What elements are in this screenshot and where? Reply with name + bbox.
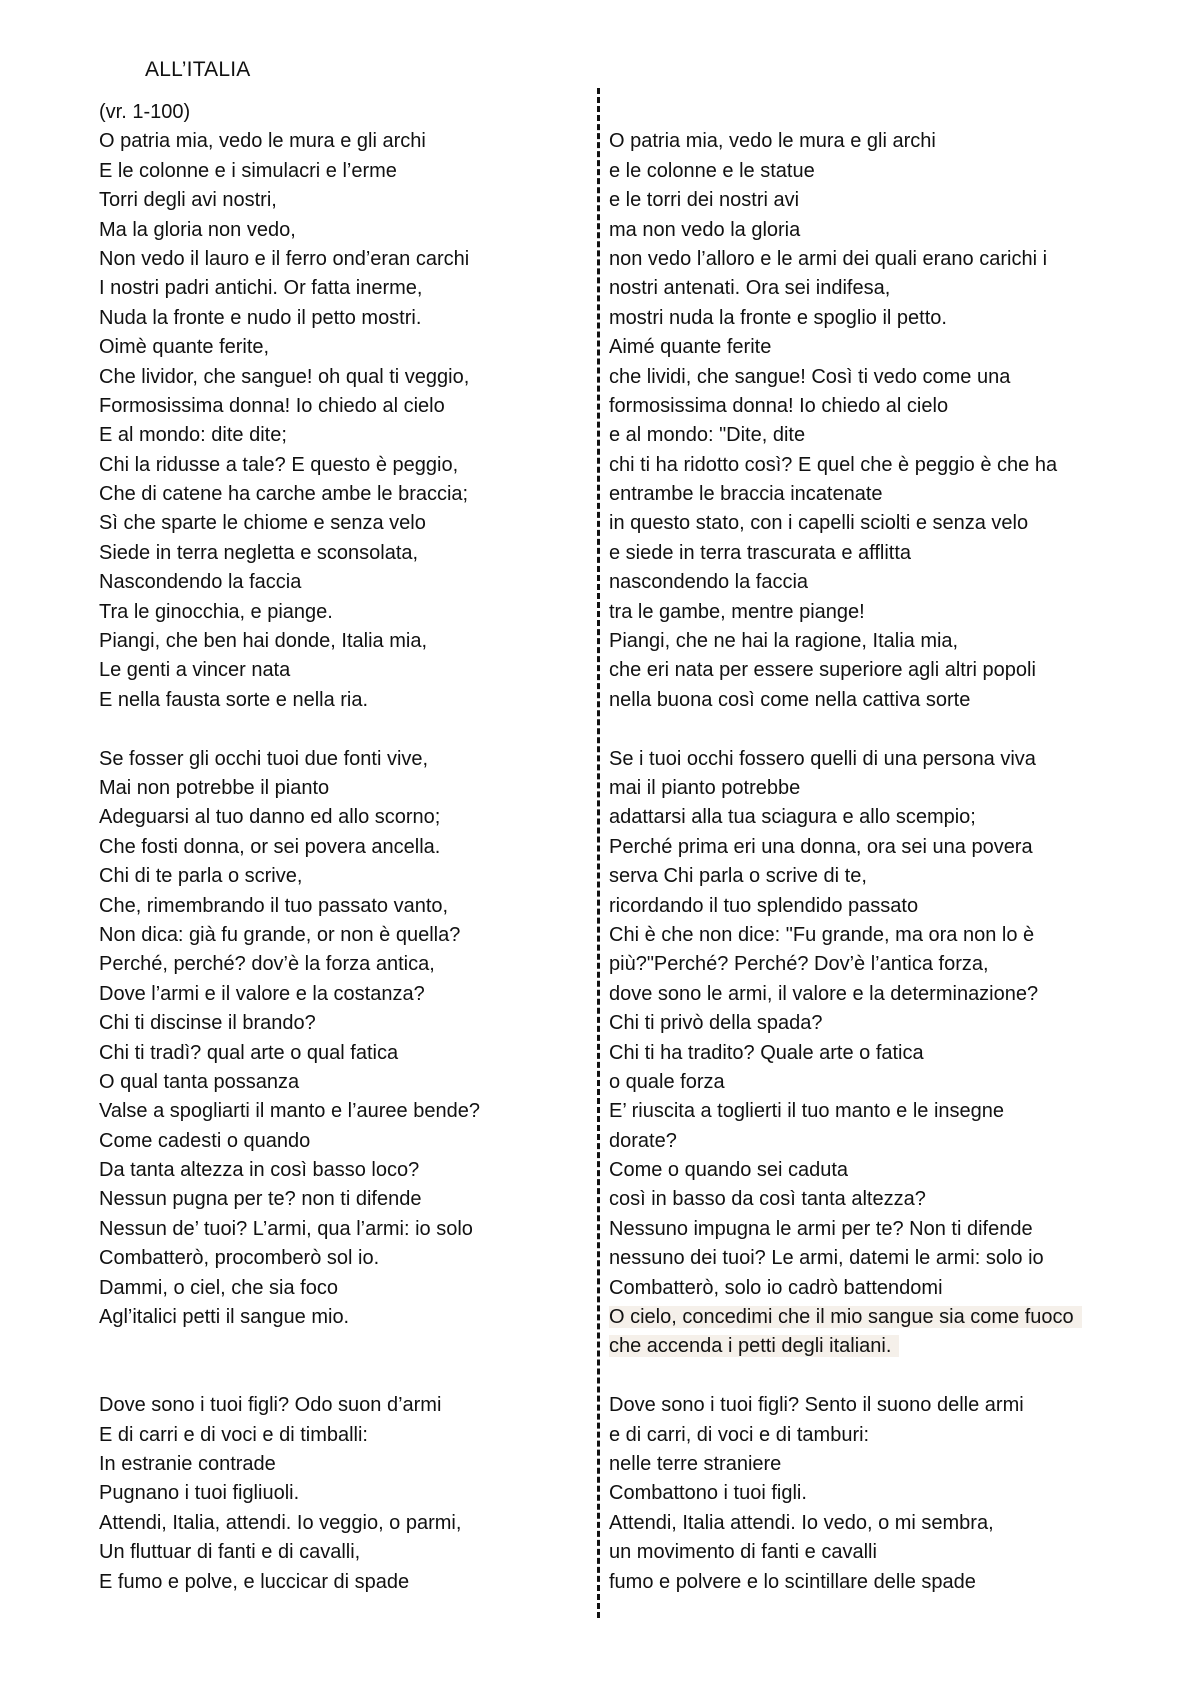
original-verse-line: Non vedo il lauro e il ferro ond’eran carchi bbox=[99, 247, 470, 270]
original-verse-line: I nostri padri antichi. Or fatta inerme, bbox=[99, 277, 423, 300]
original-verse-line: Non dica: già fu grande, or non è quella? bbox=[99, 923, 461, 946]
paraphrase-line: Se i tuoi occhi fossero quelli di una persona viva bbox=[609, 747, 1036, 770]
original-verse-line: Dove l’armi e il valore e la costanza? bbox=[99, 982, 425, 1005]
original-verse-line: Sì che sparte le chiome e senza velo bbox=[99, 512, 426, 535]
paraphrase-line: nella buona così come nella cattiva sorte bbox=[609, 688, 971, 711]
paraphrase-line: formosissima donna! Io chiedo al cielo bbox=[609, 394, 949, 417]
paraphrase-line: Dove sono i tuoi figli? Sento il suono delle armi bbox=[609, 1394, 1024, 1417]
original-verse-line: Torri degli avi nostri, bbox=[99, 189, 277, 212]
paraphrase-line: Chi ti ha tradito? Quale arte o fatica bbox=[609, 1041, 924, 1064]
paraphrase-line: più?"Perché? Perché? Dov’è l’antica forza, bbox=[609, 953, 989, 976]
paraphrase-line: e al mondo: "Dite, dite bbox=[609, 424, 806, 447]
original-verse-line: Che lividor, che sangue! oh qual ti veggio, bbox=[99, 365, 470, 388]
original-verse-line: Valse a spogliarti il manto e l’auree bende? bbox=[99, 1100, 480, 1123]
original-verse-line: Adeguarsi al tuo danno ed allo scorno; bbox=[99, 806, 441, 829]
paraphrase-line: e siede in terra trascurata e afflitta bbox=[609, 541, 912, 564]
paraphrase-line: mostri nuda la fronte e spoglio il petto. bbox=[609, 306, 947, 329]
original-verse-line: Chi la ridusse a tale? E questo è peggio, bbox=[99, 453, 459, 476]
original-verse-line: E di carri e di voci e di timballi: bbox=[99, 1423, 368, 1446]
paraphrase-line: Aimé quante ferite bbox=[609, 336, 772, 359]
paraphrase-line: nostri antenati. Ora sei indifesa, bbox=[609, 277, 891, 300]
paraphrase-line: che eri nata per essere superiore agli altri popoli bbox=[609, 659, 1036, 682]
paraphrase-line: E’ riuscita a toglierti il tuo manto e le insegne bbox=[609, 1100, 1005, 1123]
original-verse-line: E nella fausta sorte e nella ria. bbox=[99, 688, 369, 711]
paraphrase-line: non vedo l’alloro e le armi dei quali erano carichi i bbox=[609, 247, 1048, 270]
paraphrase-line bbox=[609, 1303, 1082, 1332]
paraphrase-line: in questo stato, con i capelli sciolti e senza velo bbox=[609, 512, 1029, 535]
paraphrase-line bbox=[609, 98, 1082, 127]
original-verse-line: Un fluttuar di fanti e di cavalli, bbox=[99, 1541, 361, 1564]
original-verse-line: (vr. 1-100) bbox=[99, 101, 191, 123]
paraphrase-line bbox=[609, 715, 1082, 744]
paraphrase-line: nascondendo la faccia bbox=[609, 571, 809, 594]
paraphrase-line: ma non vedo la gloria bbox=[609, 218, 801, 241]
paraphrase-line: adattarsi alla tua sciagura e allo scempio; bbox=[609, 806, 976, 829]
paraphrase-line: e di carri, di voci e di tamburi: bbox=[609, 1423, 870, 1446]
original-verse-line: Oimè quante ferite, bbox=[99, 336, 270, 359]
paraphrase-line: Combatterò, solo io cadrò battendomi bbox=[609, 1276, 943, 1299]
paraphrase-line: dove sono le armi, il valore e la determinazione? bbox=[609, 982, 1039, 1005]
original-verse-line: Combatterò, procomberò sol io. bbox=[99, 1247, 380, 1270]
original-verse-line bbox=[99, 715, 480, 744]
original-verse-line: Come cadesti o quando bbox=[99, 1129, 311, 1152]
original-verse-line: Siede in terra negletta e sconsolata, bbox=[99, 541, 419, 564]
original-verse-line: Dove sono i tuoi figli? Odo suon d’armi bbox=[99, 1394, 442, 1417]
original-verse-line: E fumo e polve, e luccicar di spade bbox=[99, 1570, 410, 1593]
paraphrase-line: Come o quando sei caduta bbox=[609, 1159, 849, 1182]
original-verse-line: Da tanta altezza in così basso loco? bbox=[99, 1159, 420, 1182]
paraphrase-line: Attendi, Italia attendi. Io vedo, o mi sembra, bbox=[609, 1511, 994, 1534]
paraphrase-column bbox=[609, 98, 1082, 1597]
original-verse-line: Attendi, Italia, attendi. Io veggio, o parmi, bbox=[99, 1511, 462, 1534]
original-verse-line: E le colonne e i simulacri e l’erme bbox=[99, 159, 397, 182]
paraphrase-line: Combattono i tuoi figli. bbox=[609, 1482, 807, 1505]
paraphrase-line: Chi è che non dice: "Fu grande, ma ora non lo è bbox=[609, 923, 1035, 946]
paraphrase-line: dorate? bbox=[609, 1129, 677, 1152]
paraphrase-highlighted-text: O cielo, concedimi che il mio sangue sia come fuoco bbox=[609, 1306, 1082, 1328]
paraphrase-line: Nessuno impugna le armi per te? Non ti difende bbox=[609, 1217, 1033, 1240]
paraphrase-line: nessuno dei tuoi? Le armi, datemi le armi: solo io bbox=[609, 1247, 1044, 1270]
paraphrase-line: così in basso da così tanta altezza? bbox=[609, 1188, 926, 1211]
original-verse-line: Formosissima donna! Io chiedo al cielo bbox=[99, 394, 445, 417]
paraphrase-line: nelle terre straniere bbox=[609, 1452, 782, 1475]
original-text-column bbox=[99, 98, 480, 1597]
original-verse-line: Perché, perché? dov’è la forza antica, bbox=[99, 953, 435, 976]
paraphrase-line: tra le gambe, mentre piange! bbox=[609, 600, 865, 623]
original-verse-line: Chi ti tradì? qual arte o qual fatica bbox=[99, 1041, 399, 1064]
document-title: ALL’ITALIA bbox=[145, 58, 251, 81]
original-verse-line: Nessun de’ tuoi? L’armi, qua l’armi: io solo bbox=[99, 1217, 473, 1240]
paraphrase-line: fumo e polvere e lo scintillare delle spade bbox=[609, 1570, 976, 1593]
original-verse-line: Che, rimembrando il tuo passato vanto, bbox=[99, 894, 449, 917]
paraphrase-line: che lividi, che sangue! Così ti vedo come una bbox=[609, 365, 1011, 388]
paraphrase-highlighted-text: che accenda i petti degli italiani. bbox=[609, 1335, 899, 1357]
paraphrase-line: Perché prima eri una donna, ora sei una povera bbox=[609, 835, 1033, 858]
original-verse-line: Mai non potrebbe il pianto bbox=[99, 776, 330, 799]
original-verse-line: Tra le ginocchia, e piange. bbox=[99, 600, 333, 623]
original-verse-line: Ma la gloria non vedo, bbox=[99, 218, 296, 241]
paraphrase-line: un movimento di fanti e cavalli bbox=[609, 1541, 877, 1564]
original-verse-line: Che di catene ha carche ambe le braccia; bbox=[99, 483, 469, 506]
original-verse-line: In estranie contrade bbox=[99, 1452, 276, 1475]
original-verse-line: E al mondo: dite dite; bbox=[99, 424, 287, 447]
paraphrase-line: serva Chi parla o scrive di te, bbox=[609, 865, 867, 888]
original-verse-line: Pugnano i tuoi figliuoli. bbox=[99, 1482, 300, 1505]
original-verse-line: Chi di te parla o scrive, bbox=[99, 865, 303, 888]
original-verse-line: Nuda la fronte e nudo il petto mostri. bbox=[99, 306, 422, 329]
original-verse-line: Dammi, o ciel, che sia foco bbox=[99, 1276, 338, 1299]
original-verse-line: Nessun pugna per te? non ti difende bbox=[99, 1188, 422, 1211]
original-verse-line: Se fosser gli occhi tuoi due fonti vive, bbox=[99, 747, 429, 770]
paraphrase-line: chi ti ha ridotto così? E quel che è peggio è che ha bbox=[609, 453, 1058, 476]
paraphrase-line: mai il pianto potrebbe bbox=[609, 776, 801, 799]
original-verse-line: Agl’italici petti il sangue mio. bbox=[99, 1306, 350, 1329]
column-divider bbox=[597, 88, 600, 1618]
paraphrase-line: Chi ti privò della spada? bbox=[609, 1012, 823, 1035]
paraphrase-line: o quale forza bbox=[609, 1070, 725, 1093]
original-verse-line bbox=[99, 1362, 480, 1391]
original-verse-line: O qual tanta possanza bbox=[99, 1070, 300, 1093]
paraphrase-line: e le colonne e le statue bbox=[609, 159, 815, 182]
original-verse-line: O patria mia, vedo le mura e gli archi bbox=[99, 130, 426, 153]
original-verse-line: Le genti a vincer nata bbox=[99, 659, 291, 682]
original-verse-line: Nascondendo la faccia bbox=[99, 571, 302, 594]
paraphrase-line: Piangi, che ne hai la ragione, Italia mia, bbox=[609, 630, 959, 653]
paraphrase-line bbox=[609, 1332, 1082, 1361]
original-verse-line: Chi ti discinse il brando? bbox=[99, 1012, 316, 1035]
paraphrase-line: e le torri dei nostri avi bbox=[609, 189, 800, 212]
paraphrase-line: ricordando il tuo splendido passato bbox=[609, 894, 919, 917]
paraphrase-line bbox=[609, 1362, 1082, 1391]
paraphrase-line: entrambe le braccia incatenate bbox=[609, 483, 883, 506]
original-verse-line bbox=[99, 1332, 480, 1361]
original-verse-line: Che fosti donna, or sei povera ancella. bbox=[99, 835, 441, 858]
paraphrase-line: O patria mia, vedo le mura e gli archi bbox=[609, 130, 936, 153]
original-verse-line: Piangi, che ben hai donde, Italia mia, bbox=[99, 630, 427, 653]
